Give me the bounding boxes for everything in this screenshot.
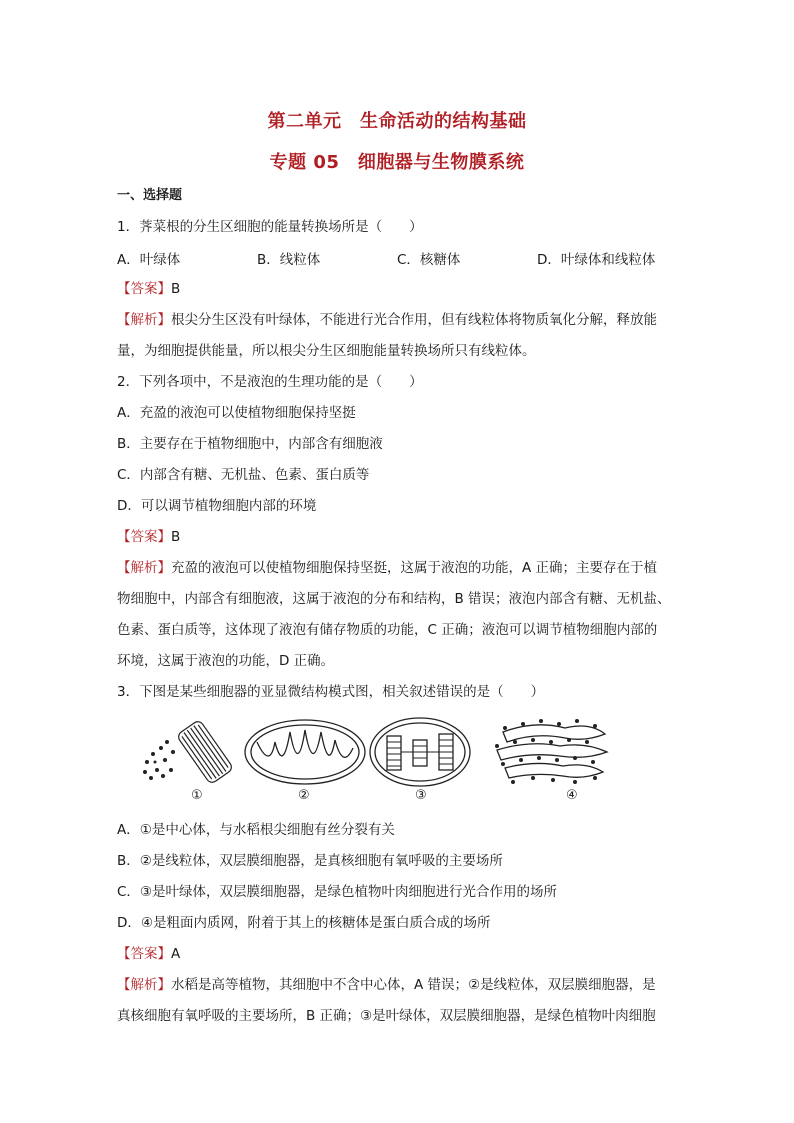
- figure-label-3: ③: [415, 788, 427, 803]
- q1-analysis-line-2: 量，为细胞提供能量，所以根尖分生区细胞能量转换场所只有线粒体。: [117, 343, 536, 359]
- answer-value: B: [171, 281, 181, 297]
- answer-tag: 【答案】: [117, 946, 171, 962]
- analysis-tag: 【解析】: [117, 560, 171, 576]
- q2-analysis-line-2: 物细胞中，内部含有细胞液，这属于液泡的分布和结构，B 错误；液泡内部含有糖、无机盐、: [117, 591, 671, 607]
- q1-option-c: C．核糖体: [397, 252, 461, 268]
- q3-analysis-line-1: [117, 975, 682, 995]
- analysis-tag: 【解析】: [117, 312, 171, 328]
- q2-analysis-line-3: 色素、蛋白质等，这体现了液泡有储存物质的功能，C 正确；液泡可以调节植物细胞内部的: [117, 622, 658, 638]
- organelle-figure: [135, 712, 615, 812]
- answer-value: B: [171, 529, 181, 545]
- q1-analysis-line-1: [117, 310, 682, 330]
- q1-answer: [117, 279, 682, 299]
- q3-stem: 3．下图是某些细胞器的亚显微结构模式图，相关叙述错误的是（ ）: [117, 684, 545, 700]
- q2-analysis-line-1: [117, 558, 682, 578]
- figure-label-1: ①: [191, 788, 203, 803]
- figure-label-2: ②: [298, 788, 310, 803]
- q2-answer: [117, 527, 682, 547]
- analysis-text: 根尖分生区没有叶绿体，不能进行光合作用，但有线粒体将物质氧化分解，释放能: [171, 312, 657, 328]
- q3-option-c: C．③是叶绿体，双层膜细胞器，是绿色植物叶肉细胞进行光合作用的场所: [117, 884, 558, 900]
- analysis-tag: 【解析】: [117, 977, 171, 993]
- q3-answer: [117, 944, 682, 964]
- q2-stem: 2．下列各项中，不是液泡的生理功能的是（ ）: [117, 374, 423, 390]
- q2-option-a: A．充盈的液泡可以使植物细胞保持坚挺: [117, 405, 356, 421]
- answer-tag: 【答案】: [117, 281, 171, 297]
- q2-option-c: C．内部含有糖、无机盐、色素、蛋白质等: [117, 467, 370, 483]
- q3-option-b: B．②是线粒体，双层膜细胞器，是真核细胞有氧呼吸的主要场所: [117, 853, 503, 869]
- topic-title: 专题 05 细胞器与生物膜系统: [269, 152, 525, 173]
- unit-title: 第二单元 生命活动的结构基础: [267, 111, 527, 132]
- mitochondrion-drawing: [245, 720, 365, 784]
- q1-option-d: D．叶绿体和线粒体: [537, 252, 656, 268]
- q1-options: [117, 248, 682, 268]
- centriole-drawing: [143, 719, 234, 784]
- rough-er-drawing: [495, 719, 607, 784]
- q1-stem: 1．荠菜根的分生区细胞的能量转换场所是（ ）: [117, 219, 423, 235]
- q3-option-a: A．①是中心体，与水稻根尖细胞有丝分裂有关: [117, 822, 395, 838]
- chloroplast-drawing: [370, 718, 470, 786]
- q3-analysis-line-2: 真核细胞有氧呼吸的主要场所，B 正确；③是叶绿体，双层膜细胞器，是绿色植物叶肉细胞: [117, 1008, 656, 1024]
- q1-option-b: B．线粒体: [257, 252, 321, 268]
- figure-label-4: ④: [566, 788, 578, 803]
- q1-option-a: A．叶绿体: [117, 252, 181, 268]
- answer-value: A: [171, 946, 181, 962]
- q2-analysis-line-4: 环境，这属于液泡的功能，D 正确。: [117, 653, 335, 669]
- analysis-text: 水稻是高等植物，其细胞中不含中心体，A 错误；②是线粒体，双层膜细胞器，是: [171, 977, 656, 993]
- q2-option-d: D．可以调节植物细胞内部的环境: [117, 498, 317, 514]
- answer-tag: 【答案】: [117, 529, 171, 545]
- q3-option-d: D．④是粗面内质网，附着于其上的核糖体是蛋白质合成的场所: [117, 915, 491, 931]
- analysis-text: 充盈的液泡可以使植物细胞保持坚挺，这属于液泡的功能，A 正确；主要存在于植: [171, 560, 658, 576]
- q2-option-b: B．主要存在于植物细胞中，内部含有细胞液: [117, 436, 383, 452]
- section-heading: 一、选择题: [117, 188, 183, 203]
